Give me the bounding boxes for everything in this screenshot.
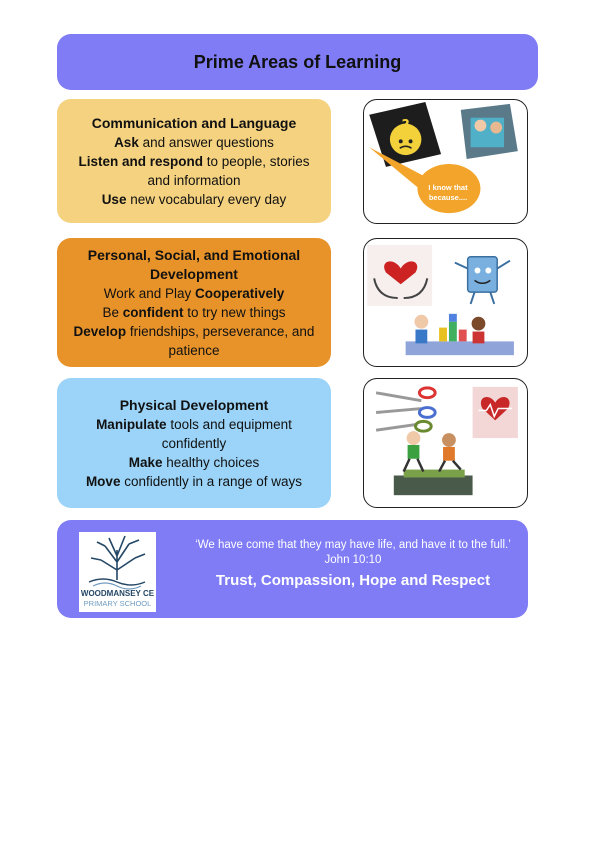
speech-bubble-icon	[364, 100, 527, 223]
card-line: Move confidently in a range of ways	[85, 473, 303, 489]
card-line: Work and Play Cooperatively	[103, 285, 285, 301]
page-title: Prime Areas of Learning	[193, 51, 402, 72]
logo-text-line1: WOODMANSEY CE	[80, 589, 155, 598]
logo-text-line2: PRIMARY SCHOOL	[83, 599, 152, 608]
card-title: Personal, Social, and Emotional Development	[87, 246, 301, 282]
personal-social-emotional-card	[57, 238, 331, 367]
card-line: Develop friendships, perseverance, and patience	[73, 323, 315, 358]
scissors-icon	[376, 388, 435, 431]
card-title: Physical Development	[119, 396, 269, 413]
card-line: Make healthy choices	[128, 454, 260, 470]
school-logo	[79, 532, 156, 612]
communication-language-card	[57, 99, 331, 223]
personal-social-image	[363, 238, 528, 367]
card-line: Ask and answer questions	[114, 134, 274, 150]
communication-image	[363, 99, 528, 224]
children-building-icon	[406, 314, 514, 355]
school-values: Trust, Compassion, Hope and Respect	[215, 572, 491, 589]
heart-pulse-icon	[473, 387, 518, 438]
card-line: Use new vocabulary every day	[101, 191, 287, 207]
heart-in-hands-icon	[367, 245, 432, 306]
card-line: Be confident to try new things	[102, 304, 286, 320]
footer-banner	[57, 520, 528, 618]
physical-development-image	[363, 378, 528, 508]
svg-text:?: ?	[401, 117, 410, 134]
card-title: Communication and Language	[91, 114, 297, 131]
running-children-icon	[394, 431, 473, 495]
bible-quote: ‘We have come that they may have life, and have it to the full.’ John 10:10	[195, 539, 511, 566]
happy-book-icon	[455, 257, 510, 304]
physical-development-card	[57, 378, 331, 508]
card-line: Manipulate tools and equipment confidently	[96, 416, 292, 451]
card-line: Listen and respond to people, stories and information	[78, 153, 310, 188]
speech-bubble-text: I know that because....	[428, 183, 468, 202]
title-banner	[57, 34, 538, 90]
